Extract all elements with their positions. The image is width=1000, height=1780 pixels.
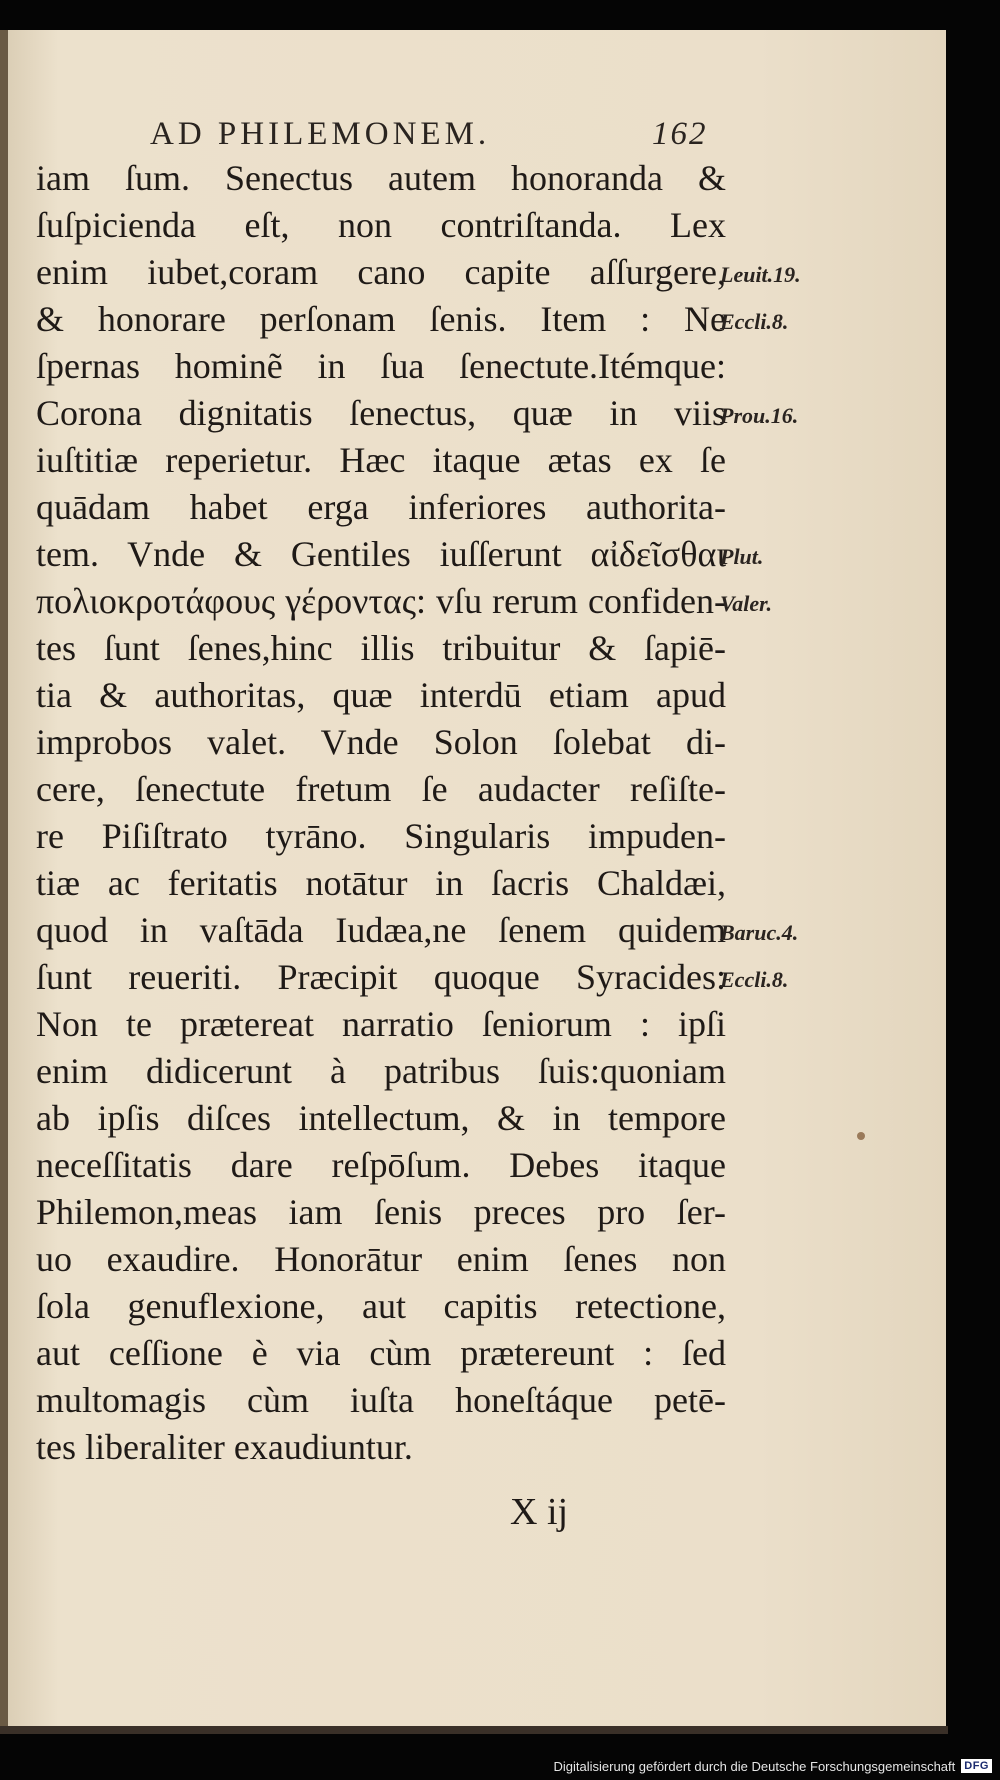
margin-note: Prou.16. — [720, 403, 799, 428]
signature-mark: X ij — [510, 1491, 569, 1533]
text-line: & honorare perſonam ſenis. Item : Ne — [36, 299, 726, 339]
text-line: Philemon,meas iam ſenis preces pro ſer- — [36, 1192, 726, 1232]
text-line: aut ceſſione è via cùm prætereunt : ſed — [36, 1333, 726, 1373]
text-line: iam ſum. Senectus autem honoranda & — [36, 158, 726, 198]
text-line: tes liberaliter exaudiuntur. — [36, 1427, 413, 1467]
margin-note: Valer. — [720, 591, 772, 616]
text-line: quod in vaſtāda Iudæa,ne ſenem quidem — [36, 910, 726, 950]
text-line: ſunt reueriti. Præcipit quoque Syracides: — [36, 957, 726, 997]
text-line: tia & authoritas, quæ interdū etiam apud — [36, 675, 726, 715]
paper-speck — [857, 1132, 865, 1140]
text-line: tes ſunt ſenes,hinc illis tribuitur & ſapiē- — [36, 628, 726, 668]
page-bottom-edge — [0, 1726, 948, 1734]
text-line: cere, ſenectute fretum ſe audacter reſiſte- — [36, 769, 726, 809]
text-line: quādam habet erga inferiores authorita- — [36, 487, 726, 527]
page-number: 162 — [652, 116, 708, 152]
text-line: iuſtitiæ reperietur. Hæc itaque ætas ex ſe — [36, 440, 726, 480]
margin-note: Eccli.8. — [720, 967, 789, 992]
margin-note: Plut. — [720, 544, 764, 569]
text-line: uo exaudire. Honorātur enim ſenes non — [36, 1239, 726, 1279]
footer-credit: Digitalisierung gefördert durch die Deutsche Forschungsgemeinschaft — [553, 1758, 956, 1774]
text-line: Corona dignitatis ſenectus, quæ in viis — [36, 393, 726, 433]
text-line: Non te prætereat narratio ſeniorum : ipſi — [36, 1004, 726, 1044]
text-line: πολιοκροτάφους γέροντας: vſu rerum confiden- — [36, 581, 726, 621]
dfg-logo: DFG — [961, 1759, 992, 1773]
margin-note: Leuit.19. — [720, 262, 801, 287]
text-line: enim iubet,coram cano capite aſſurgere, — [36, 252, 726, 292]
text-line: improbos valet. Vnde Solon ſolebat di- — [36, 722, 726, 762]
text-line: tem. Vnde & Gentiles iuſſerunt αἰδεῖσθαι — [36, 534, 726, 574]
digitization-footer — [553, 1754, 992, 1778]
text-line: ſuſpicienda eſt, non contriſtanda. Lex — [36, 205, 726, 245]
text-line: ab ipſis diſces intellectum, & in tempore — [36, 1098, 726, 1138]
text-line: ſpernas hominẽ in ſua ſenectute.Itémque: — [36, 346, 726, 386]
text-line: re Piſiſtrato tyrāno. Singularis impuden- — [36, 816, 726, 856]
text-line: neceſſitatis dare reſpōſum. Debes itaque — [36, 1145, 726, 1185]
page-edge-shadow — [0, 30, 8, 1730]
margin-note: Eccli.8. — [720, 309, 789, 334]
text-line: multomagis cùm iuſta honeſtáque petē- — [36, 1380, 726, 1420]
running-head: AD PHILEMONEM. — [150, 116, 491, 152]
margin-note: Baruc.4. — [720, 920, 799, 945]
text-line: enim didicerunt à patribus ſuis:quoniam — [36, 1051, 726, 1091]
text-line: ſola genuflexione, aut capitis retectione, — [36, 1286, 726, 1326]
text-line: tiæ ac feritatis notātur in ſacris Chaldæi, — [36, 863, 726, 903]
